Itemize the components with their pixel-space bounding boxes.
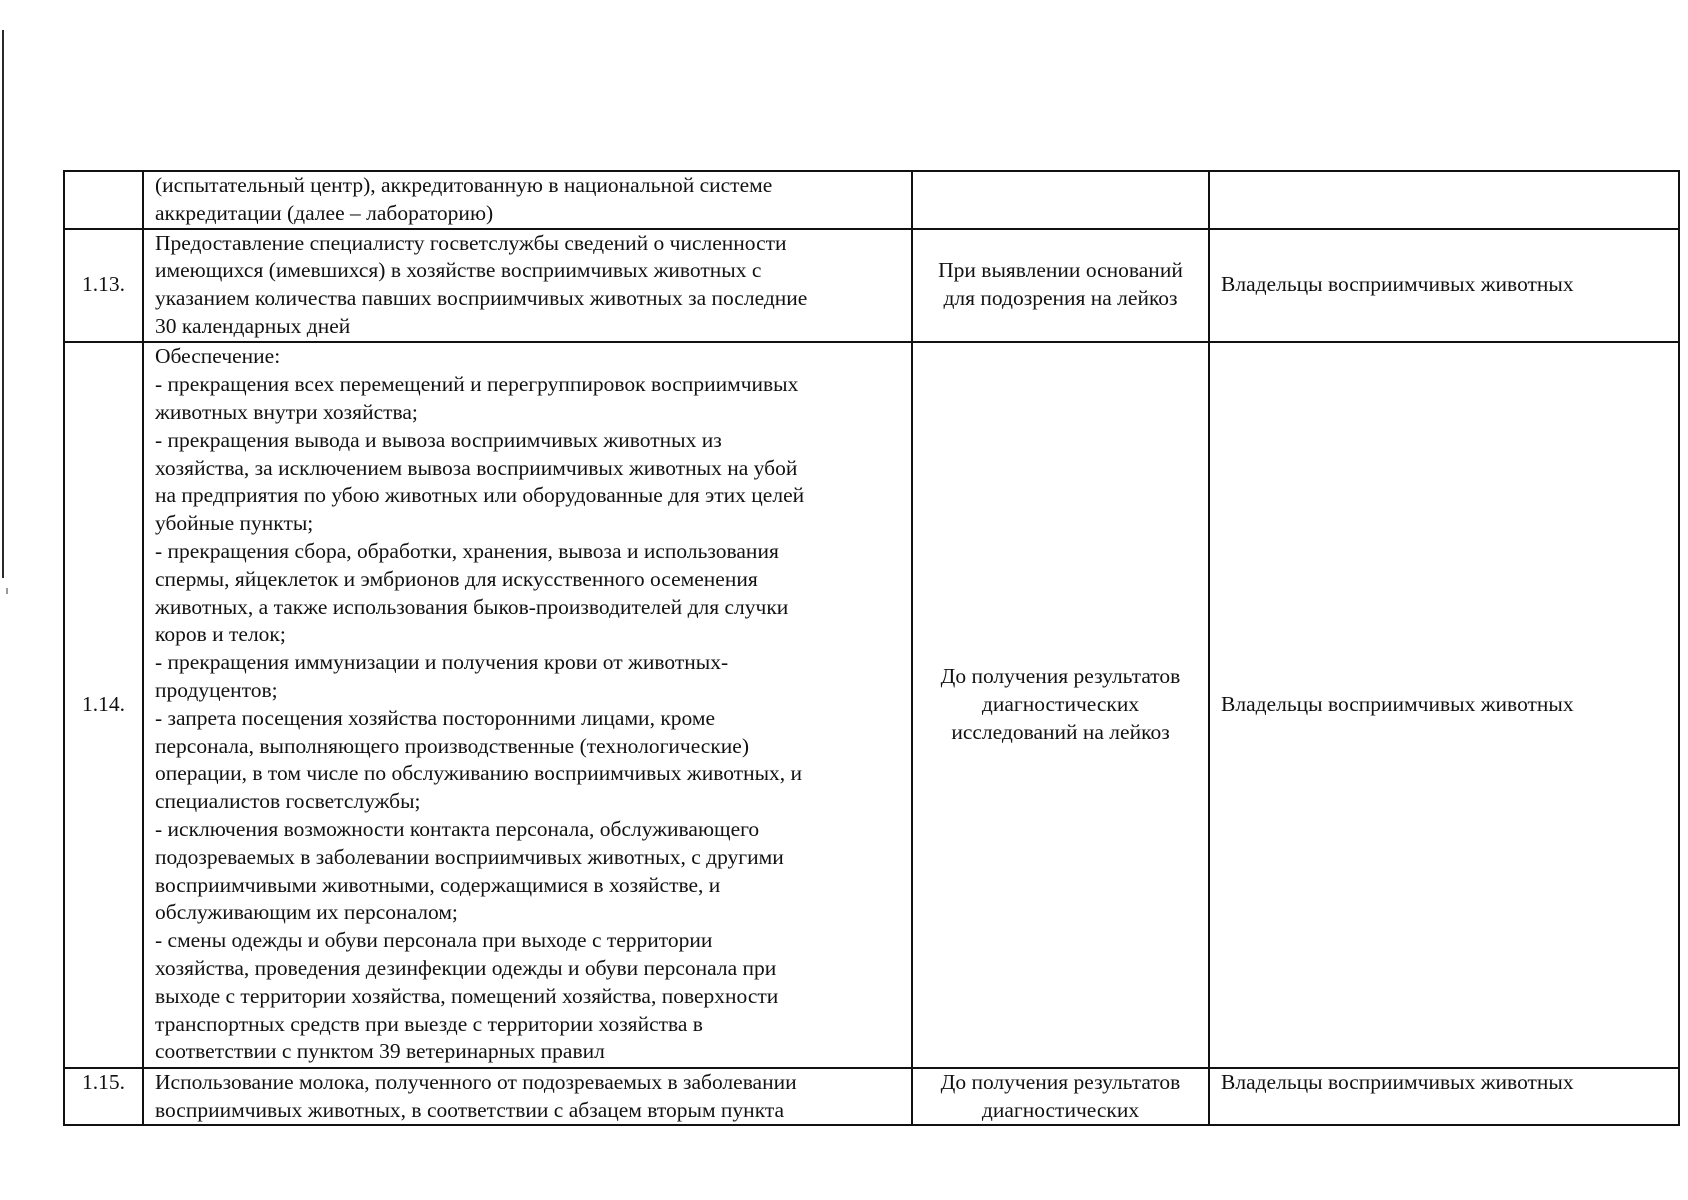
action-line: продуцентов; <box>155 677 278 702</box>
row-number: 1.13. <box>64 229 143 342</box>
row-number: 1.14. <box>64 342 143 1068</box>
action-line: имеющихся (имевшихся) в хозяйстве восприимчивых животных с <box>155 258 762 283</box>
deadline-cell: До получения результатов диагностических исследований на лейкоз <box>912 342 1209 1068</box>
action-line: - запрета посещения хозяйства посторонними лицами, кроме <box>155 705 715 730</box>
action-line: на предприятия по убою животных или оборудованные для этих целей <box>155 483 805 508</box>
action-line: 30 календарных дней <box>155 313 351 338</box>
action-cell <box>143 171 912 229</box>
responsible-cell: Владельцы восприимчивых животных <box>1209 1068 1679 1126</box>
table-row-1-15 <box>64 1068 1679 1126</box>
action-line: убойные пункты; <box>155 511 314 536</box>
table-row-continued <box>64 171 1679 229</box>
action-line: восприимчивыми животными, содержащимися в хозяйстве, и <box>155 872 721 897</box>
action-line: - прекращения сбора, обработки, хранения, вывоза и использования <box>155 539 779 563</box>
action-line: - смены одежды и обуви персонала при выходе с территории <box>155 928 713 953</box>
responsible-cell <box>1209 171 1679 229</box>
action-line: животных внутри хозяйства; <box>155 400 418 425</box>
deadline-cell: До получения результатов диагностических <box>912 1068 1209 1126</box>
action-line: аккредитации (далее – лабораторию) <box>155 200 494 225</box>
table-row-1-14 <box>64 342 1679 1068</box>
action-line: коров и телок; <box>155 622 286 647</box>
action-line: спермы, яйцеклеток и эмбрионов для искусственного осеменения <box>155 566 758 591</box>
action-line: персонала, выполняющего производственные (технологические) <box>155 733 750 758</box>
action-line: животных, а также использования быков-производителей для случки <box>155 594 789 619</box>
row-number: 1.15. <box>64 1068 143 1126</box>
action-line: соответствии с пунктом 39 ветеринарных правил <box>155 1039 605 1064</box>
action-line: Обеспечение: <box>155 344 281 369</box>
action-line: хозяйства, проведения дезинфекции одежды и обуви персонала при <box>155 955 777 980</box>
action-line: транспортных средств при выезде с территории хозяйства в <box>155 1011 703 1036</box>
deadline-cell: При выявлении оснований для подозрения на лейкоз <box>912 229 1209 342</box>
action-line: - исключения возможности контакта персонала, обслуживающего <box>155 816 760 841</box>
table-row-1-13 <box>64 229 1679 342</box>
measures-table <box>63 170 1680 1126</box>
action-cell <box>143 342 912 1068</box>
action-line: подозреваемых в заболевании восприимчивых животных, с другими <box>155 844 784 869</box>
responsible-cell: Владельцы восприимчивых животных <box>1209 342 1679 1068</box>
action-line: - прекращения иммунизации и получения крови от животных- <box>155 650 729 675</box>
action-line: специалистов госветслужбы; <box>155 789 421 814</box>
action-line: указанием количества павших восприимчивых животных за последние <box>155 286 808 311</box>
action-line: (испытательный центр), аккредитованную в национальной системе <box>155 173 773 197</box>
margin-tick-mark <box>6 588 8 594</box>
action-cell <box>143 1068 912 1126</box>
deadline-cell <box>912 171 1209 229</box>
action-line: восприимчивых животных, в соответствии с абзацем вторым пункта <box>155 1097 785 1122</box>
responsible-cell: Владельцы восприимчивых животных <box>1209 229 1679 342</box>
action-line: - прекращения всех перемещений и перегруппировок восприимчивых <box>155 372 799 397</box>
action-cell <box>143 229 912 342</box>
row-number <box>64 171 143 229</box>
action-line: выходе с территории хозяйства, помещений хозяйства, поверхности <box>155 983 779 1008</box>
action-line: хозяйства, за исключением вывоза восприимчивых животных на убой <box>155 455 798 480</box>
left-margin-rule <box>2 30 4 578</box>
action-line: - прекращения вывода и вывоза восприимчивых животных из <box>155 427 722 452</box>
action-line: Использование молока, полученного от подозреваемых в заболевании <box>155 1069 797 1094</box>
action-line: операции, в том числе по обслуживанию восприимчивых животных, и <box>155 761 803 786</box>
action-line: Предоставление специалисту госветслужбы сведений о численности <box>155 230 787 255</box>
action-line: обслуживающим их персоналом; <box>155 900 458 925</box>
